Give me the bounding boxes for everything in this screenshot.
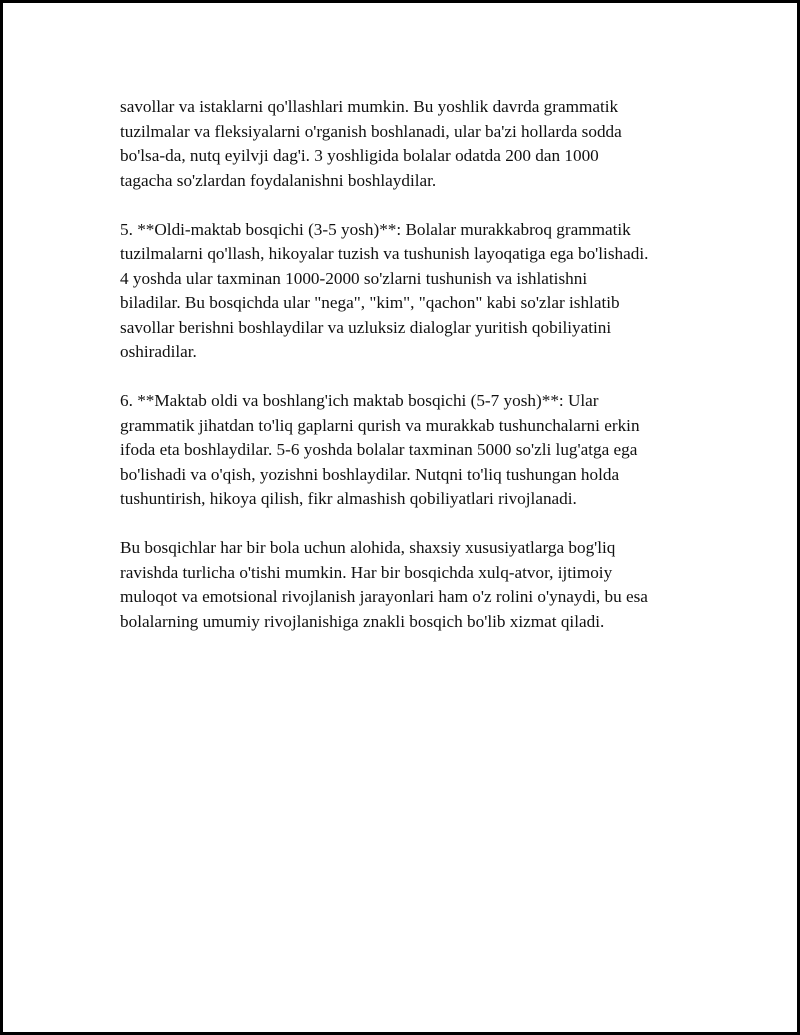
text-line: Bu bosqichlar har bir bola uchun alohida, shaxsiy xususiyatlarga bog'liq [120, 538, 616, 557]
text-line: tuzilmalar va fleksiyalarni o'rganish boshlanadi, ular ba'zi hollarda sodda [120, 121, 622, 141]
text-line: tuzilmalarni qo'llash, hikoyalar tuzish va tushunish layoqatiga ega bo'lishadi. [120, 244, 649, 263]
paragraph-3 [120, 389, 700, 512]
text-line: bo'lsa-da, nutq eyilvji dag'i. 3 yoshligida bolalar odatda 200 dan 1000 [120, 146, 599, 165]
text-line: ifoda eta boshlaydilar. 5-6 yoshda bolalar taxminan 5000 so'zli lug'atga ega [120, 440, 638, 459]
text-line: biladilar. Bu bosqichda ular "nega", "kim", "qachon" kabi so'zlar ishlatib [120, 293, 620, 312]
document-body [120, 95, 700, 659]
paragraph-2 [120, 218, 700, 365]
text-line: tagacha so'zlardan foydalanishni boshlaydilar. [120, 170, 437, 190]
text-line: bo'lishadi va o'qish, yozishni boshlaydilar. Nutqni to'liq tushungan holda [120, 464, 620, 484]
text-line: 4 yoshda ular taxminan 1000-2000 so'zlarni tushunish va ishlatishni [120, 268, 588, 288]
text-line: savollar va istaklarni qo'llashlari mumkin. Bu yoshlik davrda grammatik [120, 97, 619, 116]
paragraph-4 [120, 536, 700, 634]
text-line: ravishda turlicha o'tishi mumkin. Har bir bosqichda xulq-atvor, ijtimoiy [120, 562, 613, 582]
text-line: savollar berishni boshlaydilar va uzluksiz dialoglar yuritish qobiliyatini [120, 317, 612, 337]
text-line: tushuntirish, hikoya qilish, fikr almashish qobiliyatlari rivojlanadi. [120, 489, 577, 508]
text-line: 6. **Maktab oldi va boshlang'ich maktab bosqichi (5-7 yosh)**: Ular [120, 391, 599, 410]
text-line: grammatik jihatdan to'liq gaplarni qurish va murakkab tushunchalarni erkin [120, 415, 640, 435]
text-line: muloqot va emotsional rivojlanish jarayonlari ham o'z rolini o'ynaydi, bu esa [120, 587, 648, 606]
text-line: oshiradilar. [120, 342, 197, 361]
text-line: bolalarning umumiy rivojlanishiga znakli bosqich bo'lib xizmat qiladi. [120, 611, 605, 631]
text-line: 5. **Oldi-maktab bosqichi (3-5 yosh)**: Bolalar murakkabroq grammatik [120, 219, 631, 239]
paragraph-1 [120, 95, 700, 193]
